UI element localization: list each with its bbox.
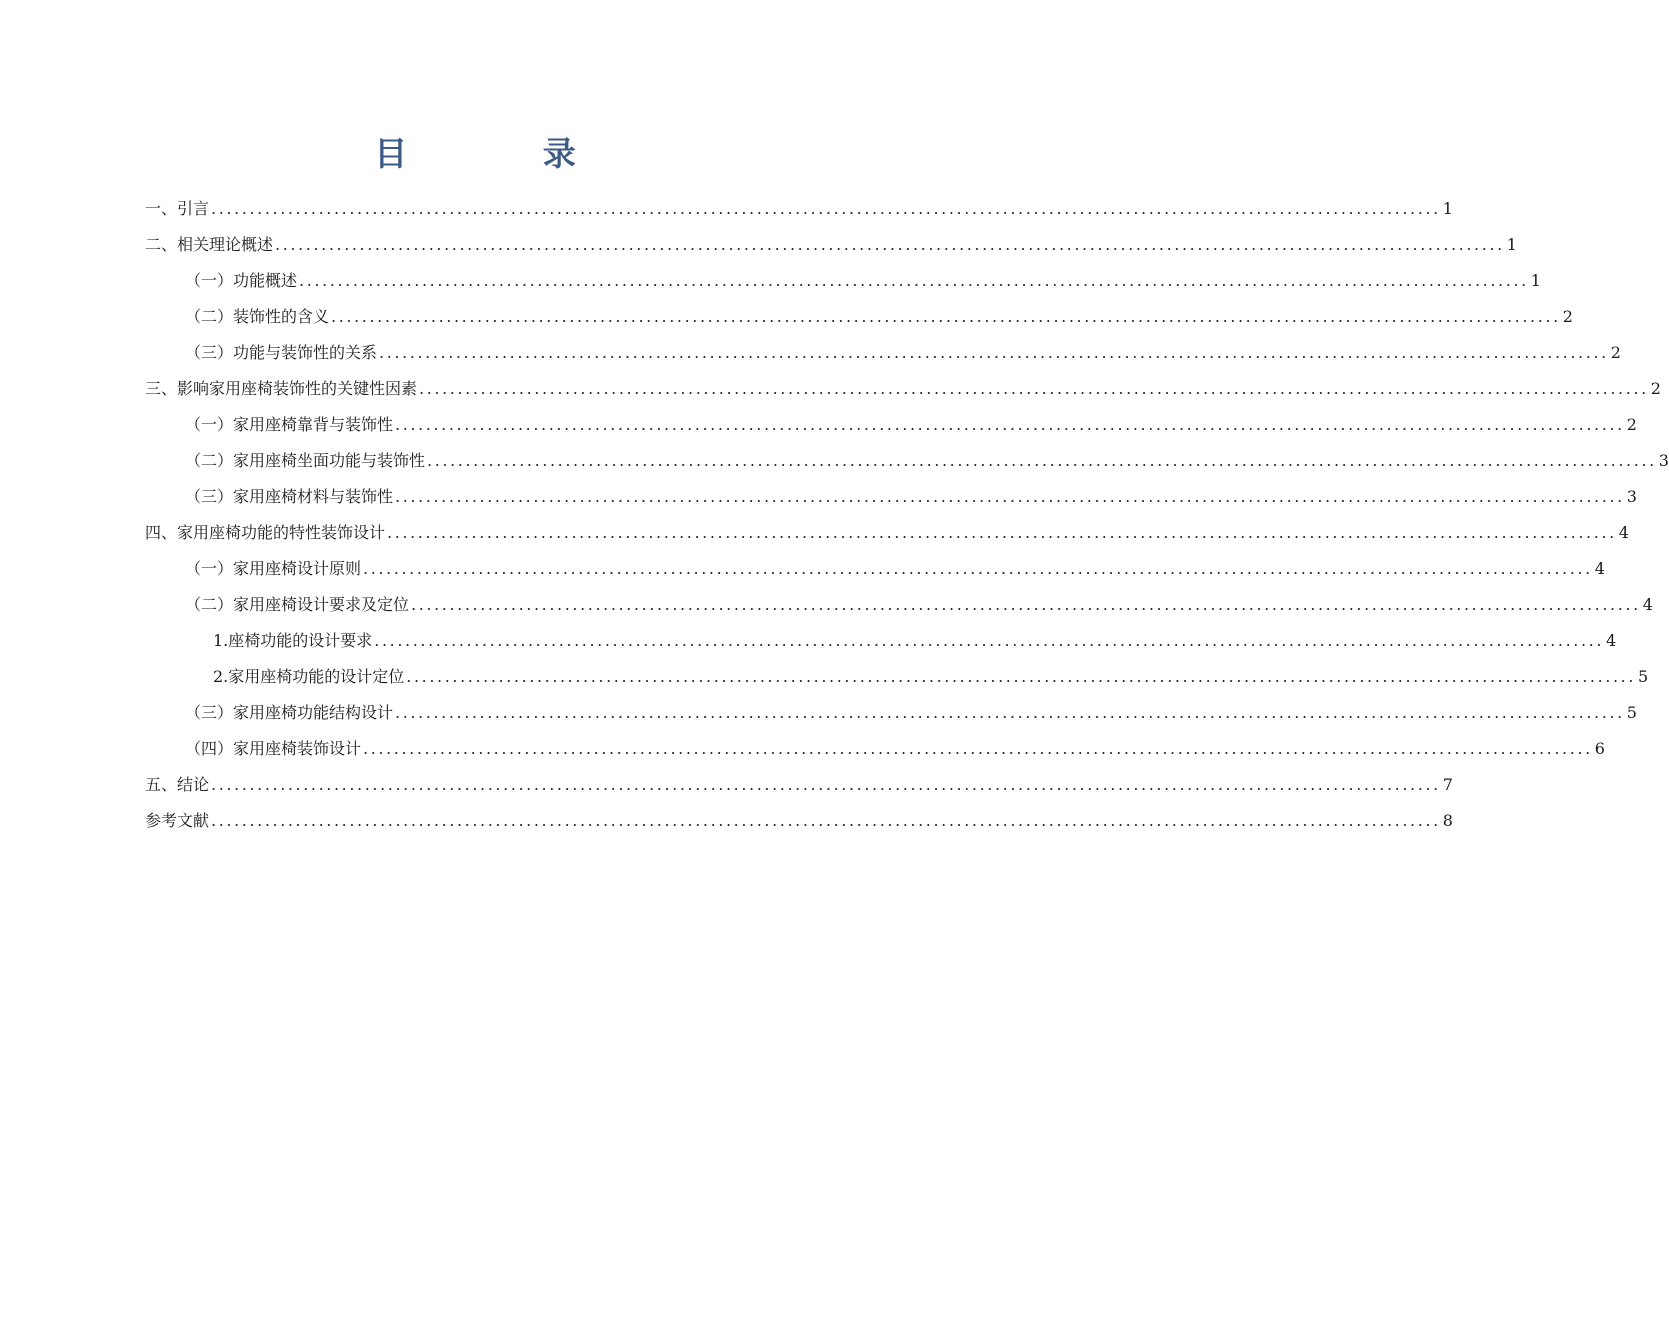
toc-page-number: 1 xyxy=(1442,199,1453,218)
toc-leader-dots: ................................................................................................................................................................ xyxy=(374,631,1605,650)
toc-leader-dots: ................................................................................................................................................................ xyxy=(406,667,1637,686)
toc-entry[interactable] xyxy=(145,767,1453,803)
toc-entry[interactable] xyxy=(145,515,1629,551)
toc-entry[interactable] xyxy=(145,623,1617,659)
toc-page-number: 4 xyxy=(1618,523,1629,542)
toc-entry-title: 二、相关理论概述 xyxy=(145,235,274,254)
toc-entry[interactable] xyxy=(145,551,1605,587)
toc-leader-dots: ................................................................................................................................................................ xyxy=(395,487,1625,506)
toc-leader-dots: ................................................................................................................................................................ xyxy=(363,739,1593,758)
toc-page-number: 5 xyxy=(1638,667,1649,686)
toc-entry[interactable] xyxy=(145,407,1637,443)
toc-entry-title: （三）家用座椅材料与装饰性 xyxy=(185,487,394,506)
toc-entry-title: （二）装饰性的含义 xyxy=(185,307,330,326)
toc-page-number: 1 xyxy=(1506,235,1517,254)
toc-page-number: 8 xyxy=(1442,811,1453,830)
toc-page-number: 7 xyxy=(1442,775,1453,794)
toc-entry[interactable] xyxy=(145,587,1653,623)
toc-entry[interactable] xyxy=(145,659,1649,695)
toc-leader-dots: ................................................................................................................................................................ xyxy=(211,199,1441,218)
toc-leader-dots: ................................................................................................................................................................ xyxy=(395,415,1625,434)
toc-entry-title: （二）家用座椅坐面功能与装饰性 xyxy=(185,451,426,470)
toc-entry[interactable] xyxy=(145,443,1669,479)
toc-entry[interactable] xyxy=(145,299,1573,335)
toc-entry[interactable] xyxy=(145,263,1541,299)
toc-entry[interactable] xyxy=(145,227,1517,263)
toc-leader-dots: ................................................................................................................................................................ xyxy=(275,235,1505,254)
toc-leader-dots: ................................................................................................................................................................ xyxy=(395,703,1625,722)
toc-entry-title: （二）家用座椅设计要求及定位 xyxy=(185,595,410,614)
toc-leader-dots: ................................................................................................................................................................ xyxy=(211,775,1441,794)
toc-entry-title: （一）家用座椅靠背与装饰性 xyxy=(185,415,394,434)
toc-page-number: 2 xyxy=(1562,307,1573,326)
toc-entry-title: （三）功能与装饰性的关系 xyxy=(185,343,378,362)
toc-entry[interactable] xyxy=(145,803,1453,839)
toc-entry-title: 三、影响家用座椅装饰性的关键性因素 xyxy=(145,379,418,398)
toc-entry[interactable] xyxy=(145,191,1453,227)
toc-page-number: 4 xyxy=(1594,559,1605,578)
toc-page-number: 3 xyxy=(1658,451,1669,470)
toc-entry-title: （四）家用座椅装饰设计 xyxy=(185,739,362,758)
toc-entry[interactable] xyxy=(145,371,1661,407)
toc-leader-dots: ................................................................................................................................................................ xyxy=(363,559,1593,578)
toc-entry-title: （一）功能概述 xyxy=(185,271,298,290)
toc-entry-title: 1.座椅功能的设计要求 xyxy=(213,631,373,650)
toc-entry-title: 一、引言 xyxy=(145,199,210,218)
toc-title: 目 录 xyxy=(374,134,638,173)
toc-leader-dots: ................................................................................................................................................................ xyxy=(331,307,1561,326)
toc-list xyxy=(145,191,1669,839)
toc-page-number: 2 xyxy=(1626,415,1637,434)
toc-entry[interactable] xyxy=(145,479,1637,515)
toc-leader-dots: ................................................................................................................................................................ xyxy=(379,343,1609,362)
toc-leader-dots: ................................................................................................................................................................ xyxy=(387,523,1617,542)
toc-entry-title: （一）家用座椅设计原则 xyxy=(185,559,362,578)
toc-page-number: 2 xyxy=(1650,379,1661,398)
toc-page-number: 5 xyxy=(1626,703,1637,722)
toc-entry[interactable] xyxy=(145,695,1637,731)
toc-page-number: 4 xyxy=(1642,595,1653,614)
toc-leader-dots: ................................................................................................................................................................ xyxy=(211,811,1441,830)
toc-entry[interactable] xyxy=(145,731,1605,767)
toc-entry-title: 四、家用座椅功能的特性装饰设计 xyxy=(145,523,386,542)
toc-entry[interactable] xyxy=(145,335,1621,371)
toc-leader-dots: ................................................................................................................................................................ xyxy=(419,379,1649,398)
toc-entry-title: 2.家用座椅功能的设计定位 xyxy=(213,667,405,686)
toc-leader-dots: ................................................................................................................................................................ xyxy=(427,451,1657,470)
toc-leader-dots: ................................................................................................................................................................ xyxy=(299,271,1529,290)
toc-page-number: 6 xyxy=(1594,739,1605,758)
toc-entry-title: 参考文献 xyxy=(145,811,210,830)
toc-entry-title: （三）家用座椅功能结构设计 xyxy=(185,703,394,722)
toc-page-number: 3 xyxy=(1626,487,1637,506)
toc-page-number: 2 xyxy=(1610,343,1621,362)
toc-page-number: 4 xyxy=(1606,631,1617,650)
toc-page-number: 1 xyxy=(1530,271,1541,290)
toc-leader-dots: ................................................................................................................................................................ xyxy=(411,595,1641,614)
toc-entry-title: 五、结论 xyxy=(145,775,210,794)
